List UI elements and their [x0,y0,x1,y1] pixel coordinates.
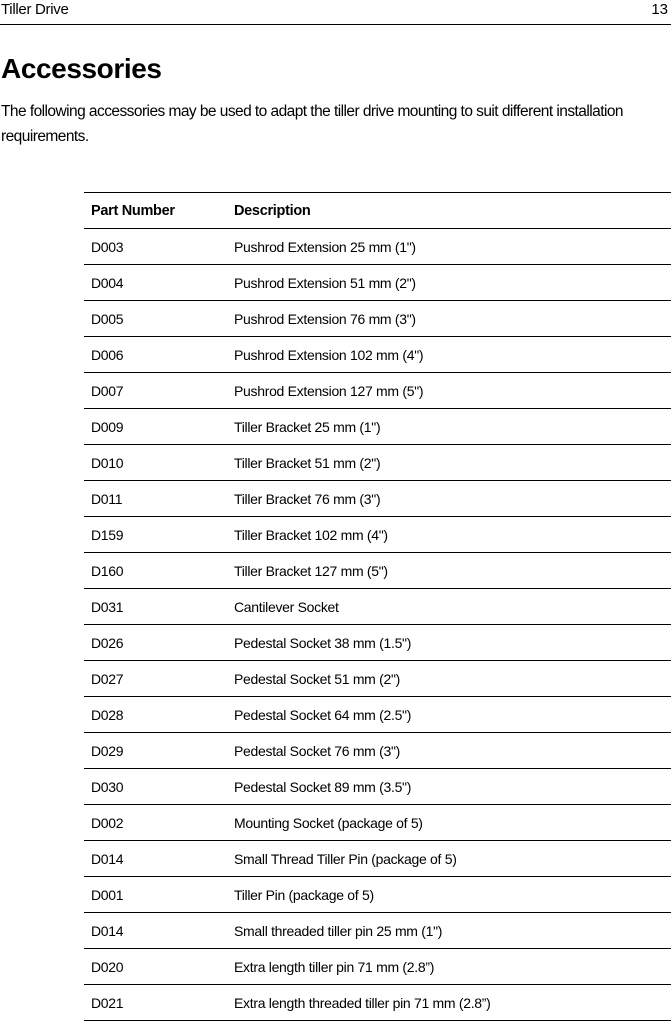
part-number-cell: D014 [84,913,234,949]
description-cell: Pedestal Socket 64 mm (2.5") [234,697,671,733]
intro-paragraph: The following accessories may be used to adapt the tiller drive mounting to suit different installation requirements. [1,103,623,145]
description-cell: Small threaded tiller pin 25 mm (1") [234,913,671,949]
table-row [84,589,671,625]
part-number-cell: D002 [84,805,234,841]
part-number-cell: D006 [84,337,234,373]
description-cell: Pedestal Socket 89 mm (3.5") [234,769,671,805]
description-cell: Pedestal Socket 51 mm (2") [234,661,671,697]
table-row [84,337,671,373]
description-cell: Tiller Bracket 51 mm (2") [234,445,671,481]
part-number-cell: D159 [84,517,234,553]
page-number: 13 [651,1,668,18]
running-header [0,0,671,25]
table-row [84,841,671,877]
description-cell: Extra length tiller pin 71 mm (2.8”) [234,949,671,985]
table-row [84,733,671,769]
part-number-cell: D020 [84,949,234,985]
part-number-cell: D001 [84,877,234,913]
part-number-cell: D007 [84,373,234,409]
description-cell: Pushrod Extension 25 mm (1") [234,229,671,265]
accessories-table [84,192,671,1021]
table-row [84,445,671,481]
part-number-cell: D027 [84,661,234,697]
section-title: Accessories [1,53,162,84]
part-number-cell: D005 [84,301,234,337]
part-number-cell: D026 [84,625,234,661]
table-row [84,805,671,841]
description-cell: Tiller Bracket 102 mm (4") [234,517,671,553]
part-number-cell: D003 [84,229,234,265]
table-row [84,877,671,913]
description-cell: Tiller Bracket 127 mm (5") [234,553,671,589]
table-header [84,193,671,229]
table-row [84,661,671,697]
part-number-cell: D160 [84,553,234,589]
table-row [84,625,671,661]
table-row [84,697,671,733]
part-number-cell: D004 [84,265,234,301]
description-header: Description [234,193,671,229]
description-cell: Pedestal Socket 76 mm (3") [234,733,671,769]
description-cell: Tiller Bracket 25 mm (1") [234,409,671,445]
table-row [84,301,671,337]
table-row [84,913,671,949]
part-number-cell: D031 [84,589,234,625]
description-cell: Pushrod Extension 127 mm (5") [234,373,671,409]
description-cell: Cantilever Socket [234,589,671,625]
table-header-row [84,193,671,229]
description-cell: Extra length threaded tiller pin 71 mm (2.8”) [234,985,671,1021]
table-row [84,985,671,1021]
table-row [84,373,671,409]
running-header-title: Tiller Drive [1,1,69,18]
description-cell: Pedestal Socket 38 mm (1.5") [234,625,671,661]
part-number-cell: D011 [84,481,234,517]
part-number-cell: D009 [84,409,234,445]
description-cell: Small Thread Tiller Pin (package of 5) [234,841,671,877]
part-number-cell: D021 [84,985,234,1021]
table-row [84,409,671,445]
table-row [84,553,671,589]
part-number-cell: D010 [84,445,234,481]
description-cell: Pushrod Extension 102 mm (4") [234,337,671,373]
table-row [84,265,671,301]
table-row [84,229,671,265]
part-number-cell: D029 [84,733,234,769]
description-cell: Pushrod Extension 51 mm (2") [234,265,671,301]
table-row [84,481,671,517]
table-row [84,769,671,805]
part-number-cell: D028 [84,697,234,733]
table-body [84,229,671,1021]
description-cell: Tiller Bracket 76 mm (3") [234,481,671,517]
part-number-header: Part Number [84,193,234,229]
table-row [84,949,671,985]
description-cell: Mounting Socket (package of 5) [234,805,671,841]
description-cell: Tiller Pin (package of 5) [234,877,671,913]
table-row [84,517,671,553]
part-number-cell: D030 [84,769,234,805]
part-number-cell: D014 [84,841,234,877]
description-cell: Pushrod Extension 76 mm (3") [234,301,671,337]
